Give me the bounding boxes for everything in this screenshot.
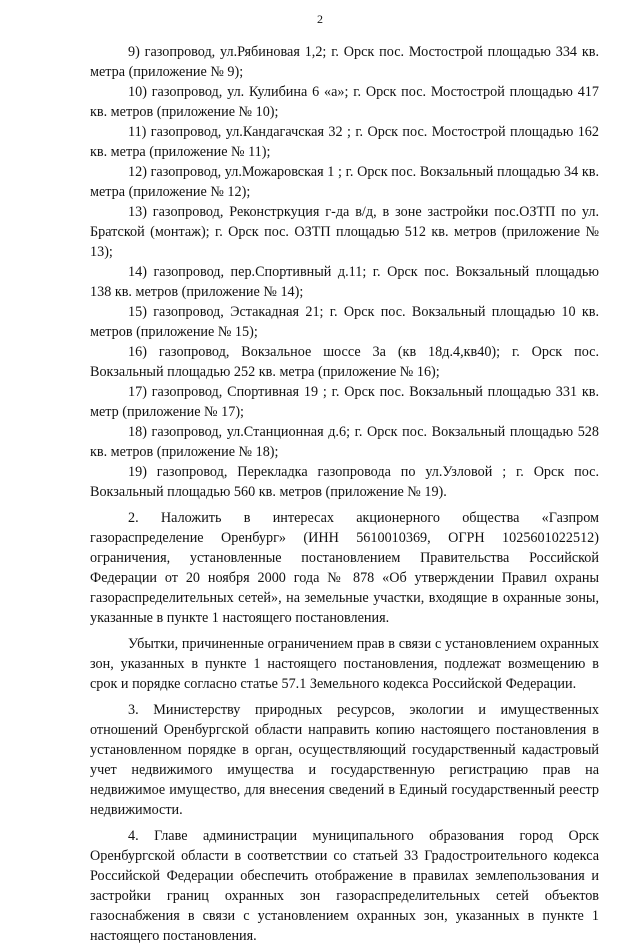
list-item-19: 19) газопровод, Перекладка газопровода по ул.Узловой ; г. Орск пос. Вокзальный площадью 560 кв. метров (приложение № 19). <box>90 464 599 500</box>
page-number: 2 <box>317 12 323 26</box>
list-item-18: 18) газопровод, ул.Станционная д.6; г. Орск пос. Вокзальный площадью 528 кв. метров (приложение № 18); <box>90 424 599 460</box>
list-item-9: 9) газопровод, ул.Рябиновая 1,2; г. Орск пос. Мостострой площадью 334 кв. метра (приложение № 9); <box>90 44 599 80</box>
list-item-12: 12) газопровод, ул.Можаровская 1 ; г. Орск пос. Вокзальный площадью 34 кв. метра (приложение № 12); <box>90 164 599 200</box>
list-item-10: 10) газопровод, ул. Кулибина 6 «а»; г. Орск пос. Мостострой площадью 417 кв. метров (приложение № 10); <box>90 84 599 120</box>
list-item-11: 11) газопровод, ул.Кандагачская 32 ; г. Орск пос. Мостострой площадью 162 кв. метра (приложение № 11); <box>90 124 599 160</box>
paragraph-3-ministry: 3. Министерству природных ресурсов, экологии и имущественных отношений Оренбургской области направить копию настоящего постановления в установленном порядке в орган, осуществляющий государственный кадастровый учет недвижимого имущества и государственную регистрацию прав на недвижимое имущество, для внесения сведений в Единый государственный реестр недвижимости. <box>90 702 599 818</box>
list-item-17: 17) газопровод, Спортивная 19 ; г. Орск пос. Вокзальный площадью 331 кв. метр (приложение № 17); <box>90 384 599 420</box>
list-item-13: 13) газопровод, Реконстркуция г-да в/д, в зоне застройки пос.ОЗТП по ул. Братской (монтаж); г. Орск пос. ОЗТП площадью 512 кв. метров (приложение № 13); <box>90 204 599 260</box>
paragraph-losses: Убытки, причиненные ограничением прав в связи с установлением охранных зон, указанных в пункте 1 настоящего постановления, подлежат возмещению в срок и порядке согласно статье 57.1 Земельного кодекса Российской Федерации. <box>90 636 599 692</box>
list-item-16: 16) газопровод, Вокзальное шоссе 3а (кв 18д.4,кв40); г. Орск пос. Вокзальный площадью 252 кв. метра (приложение № 16); <box>90 344 599 380</box>
paragraph-4-administration: 4. Главе администрации муниципального образования город Орск Оренбургской области в соответствии со статьей 33 Градостроительного кодекса Российской Федерации обеспечить отображение в правилах землепользования и застройки границ охранных зон газораспределительных сетей объектов газоснабжения в связи с установлением охранных зон, указанных в пункте 1 настоящего постановления. <box>90 828 599 944</box>
document-body <box>90 42 599 946</box>
list-item-15: 15) газопровод, Эстакадная 21; г. Орск пос. Вокзальный площадью 10 кв. метров (приложение № 15); <box>90 304 599 340</box>
list-item-14: 14) газопровод, пер.Спортивный д.11; г. Орск пос. Вокзальный площадью 138 кв. метров (приложение № 14); <box>90 264 599 300</box>
paragraph-2-restrictions: 2. Наложить в интересах акционерного общества «Газпром газораспределение Оренбург» (ИНН 5610010369, ОГРН 1025601022512) ограничения, установленные постановлением Правительства Российской Федерации от 20 ноября 2000 года № 878 «Об утверждении Правил охраны газораспределительных сетей», на земельные участки, входящие в охранные зоны, указанные в пункте 1 настоящего постановления. <box>90 510 599 626</box>
